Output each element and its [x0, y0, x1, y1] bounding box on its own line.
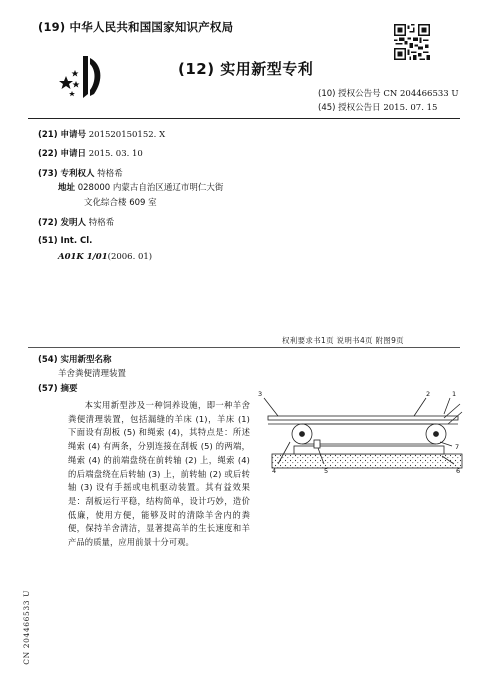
logo-star: [73, 81, 80, 88]
utility-model-title: 羊舍粪便清理装置: [58, 369, 127, 379]
address-label: 地址: [58, 183, 76, 193]
logo-star: [72, 70, 79, 77]
document-type: (12) 实用新型专利: [178, 60, 314, 78]
figure-label-1: 1: [452, 390, 457, 398]
figure-label-4: 4: [272, 467, 277, 475]
inventor-label: (72) 发明人: [38, 218, 87, 228]
ipc-code: A01K 1/01: [58, 252, 108, 262]
ipc-label: (51) Int. Cl.: [38, 236, 93, 246]
publication-date-row: [318, 101, 437, 113]
filing-date-row: [38, 147, 143, 159]
header-divider: [28, 118, 460, 119]
filing-date: 2015. 03. 10: [88, 149, 143, 159]
cnipa-logo: [58, 50, 110, 102]
logo-star-large: [59, 76, 73, 89]
qr-code: [394, 24, 430, 60]
figure-label-6: 6: [456, 467, 461, 475]
publication-number: CN 204466533 U: [383, 89, 459, 99]
inventor: 特格希: [88, 218, 115, 228]
abstract-figure: [254, 384, 466, 476]
address-row: [58, 181, 223, 193]
publication-number-row: [318, 87, 459, 99]
publication-number-label: (10) 授权公告号: [318, 89, 381, 99]
figure-label-5: 5: [324, 467, 329, 475]
ipc-row: [58, 252, 152, 262]
figure-sheep-bed: [268, 416, 458, 420]
publication-date-label: (45) 授权公告日: [318, 103, 381, 113]
section-divider: [28, 347, 460, 348]
patentee-row: [38, 167, 123, 179]
figure-label-3: 3: [258, 390, 263, 398]
abstract-text: 本实用新型涉及一种饲养设施，即一种羊舍粪便清理装置，包括漏缝的羊床 (1)，羊床 (1) 下面设有刮板 (5) 和绳索 (4)，其特点是：所述绳索 (4) 有两条，分别连接在刮板 (5) 的两端，绳索 (4) 的前端盘绕在前转轴 (2) 上，绳索 (4) 的后端盘绕在后转轴 (3) 上，前转轴 (2) 或后转轴 (3) 设有手摇或电机驱动装置。其有益效果是：刮板运行平稳，结构简单，设计巧妙，造价低廉，使用方便，能够及时的清除羊舍内的粪便，保持羊舍清洁，显著提高羊的生长速度和羊产品的质量，应用前景十分可观。: [68, 400, 250, 548]
ipc-year: (2006. 01): [107, 252, 153, 262]
page-count-info: 权利要求书1页 说明书4页 附图9页: [282, 336, 404, 345]
office-name: (19) 中华人民共和国国家知识产权局: [38, 20, 234, 34]
logo-star: [69, 91, 75, 96]
abstract-label: (57) 摘要: [38, 384, 78, 394]
patentee: 特格希: [97, 169, 123, 179]
address-line2: 文化综合楼 609 室: [84, 198, 157, 208]
application-number-label: (21) 申请号: [38, 130, 87, 140]
address-line1: 028000 内蒙古自治区通辽市明仁大街: [77, 183, 224, 193]
patentee-label: (73) 专利权人: [38, 169, 95, 179]
title-label: (54) 实用新型名称: [38, 355, 112, 365]
figure-ground: [272, 454, 462, 468]
vertical-publication-id: CN 204466533 U: [22, 590, 31, 665]
application-number-row: [38, 128, 165, 140]
figure-label-7: 7: [455, 443, 460, 451]
logo-emblem: [90, 58, 100, 96]
figure-label-2: 2: [426, 390, 431, 398]
publication-date: 2015. 07. 15: [383, 103, 438, 113]
inventor-row: [38, 216, 114, 228]
filing-date-label: (22) 申请日: [38, 149, 87, 159]
figure-scraper: [314, 440, 320, 448]
logo-emblem: [83, 56, 88, 98]
application-number: 201520150152. X: [88, 130, 166, 140]
